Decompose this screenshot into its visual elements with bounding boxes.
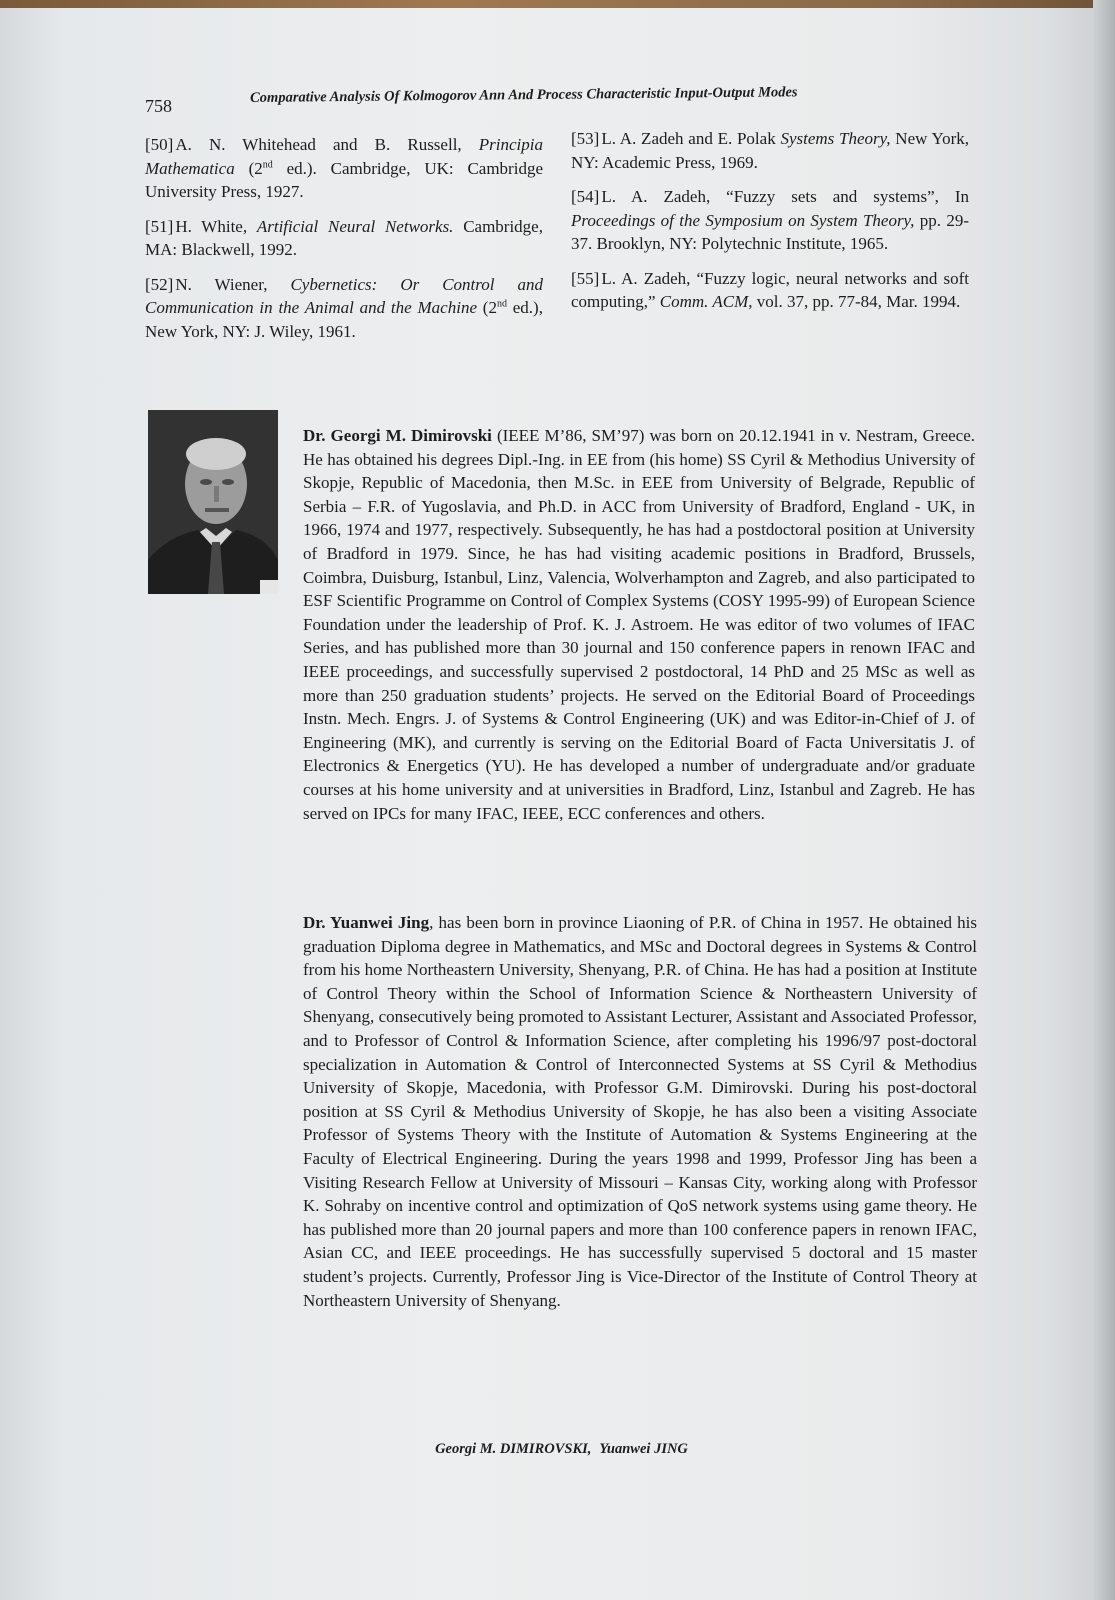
page-header xyxy=(145,84,965,116)
reference-51: [51] H. White, Artificial Neural Networks. Cambridge, MA: Blackwell, 1992. xyxy=(145,216,543,259)
biography-jing: Dr. Yuanwei Jing, has been born in province Liaoning of P.R. of China in 1957. He obtained his graduation Diploma degree in Mathematics, and MSc and Doctoral degrees in Systems & Control from his home Northeastern University, Shenyang, P.R. of China. He has had a position at Institute of Control Theory within the School of Information Science & Northeastern University of Shenyang, consecutively being promoted to Assistant Lecturer, Assistant and Associated Professor, and to Professor of Control & Information Science, after completing his 1996/97 post-doctoral specialization in Automation & Control of Interconnected Systems at SS Cyril & Methodius University of Skopje, Macedonia, with Professor G.M. Dimirovski. During his post-doctoral position at SS Cyril & Methodius University of Skopje, he has also been a visiting Associate Professor of Systems Theory with the Institute of Automation & Systems Engineering at the Faculty of Electrical Engineering. During the years 1998 and 1999, Professor Jing has been a Visiting Research Fellow at University of Missouri – Kansas City, working along with Professor K. Sohraby on incentive control and optimization of QoS network systems using game theory. He has published more than 20 journal papers and more than 100 conference papers in renown IFAC, Asian CC, and IEEE proceedings. He has successfully supervised 5 doctoral and 15 master student’s projects. Currently, Professor Jing is Vice-Director of the Institute of Control Theory at Northeastern University of Shenyang. xyxy=(303,913,978,1310)
portrait-image xyxy=(148,410,278,594)
page-footer xyxy=(0,1441,1115,1458)
footer-author-1: Georgi M. DIMIROVSKI, xyxy=(435,1441,592,1457)
page-number: 758 xyxy=(145,96,172,116)
book-edge xyxy=(1093,0,1115,1600)
reference-53: [53] L. A. Zadeh and E. Polak Systems Theory, New York, NY: Academic Press, 1969. xyxy=(571,129,969,172)
running-title: Comparative Analysis Of Kolmogorov Ann And Process Characteristic Input-Output Modes xyxy=(250,84,798,106)
reference-54: [54] L. A. Zadeh, “Fuzzy sets and systems”, In Proceedings of the Symposium on System Theory, pp. 29-37. Brooklyn, NY: Polytechnic Institute, 1965. xyxy=(571,187,969,253)
references-left-column xyxy=(145,133,543,354)
references-right-column xyxy=(571,127,969,325)
author-photo xyxy=(148,410,278,594)
reference-52: [52] N. Wiener, Cybernetics: Or Control and Communication in the Animal and the Machine (2nd ed.), New York, NY: J. Wiley, 1961. xyxy=(145,274,543,341)
table-edge xyxy=(0,0,1115,8)
biography-dimirovski: Dr. Georgi M. Dimirovski (IEEE M’86, SM’97) was born on 20.12.1941 in v. Nestram, Greece. He has obtained his degrees Dipl.-Ing. in EE from (his home) SS Cyril & Methodius University of Skopje, Republic of Macedonia, then M.Sc. in EEE from University of Belgrade, Republic of Serbia – F.R. of Yugoslavia, and Ph.D. in ACC from University of Bradford, England - UK, in 1966, 1974 and 1977, respectively. Subsequently, he has had a postdoctoral position at University of Bradford in 1979. Since, he has had visiting academic positions in Bradford, Brussels, Coimbra, Duisburg, Istanbul, Linz, Valencia, Wolverhampton and Zagreb, and also participated to ESF Scientific Programme on Control of Complex Systems (COSY 1995-99) of European Science Foundation under the leadership of Prof. K. J. Astroem. He was editor of two volumes of IFAC Series, and has published more than 30 journal and 150 conference papers in renown IFAC and IEEE proceedings, and successfully supervised 2 postdoctoral, 14 PhD and 25 MSc as well as more than 250 graduation students’ projects. He served on the Editorial Board of Proceedings Instn. Mech. Engrs. J. of Systems & Control Engineering (UK) and was Editor-in-Chief of J. of Engineering (MK), and currently is serving on the Editorial Board of Facta Universitatis J. of Electronics & Energetics (YU). He has developed a number of undergraduate and/or graduate courses at his home university and at universities in Bradford, Linz, Istanbul and Zagreb. He has served on IPCs for many IFAC, IEEE, ECC conferences and others. xyxy=(303,426,975,823)
reference-50: [50] A. N. Whitehead and B. Russell, Principia Mathematica (2nd ed.). Cambridge, UK: Cambridge University Press, 1927. xyxy=(145,135,543,201)
footer-author-2: Yuanwei JING xyxy=(599,1441,688,1457)
reference-55: [55] L. A. Zadeh, “Fuzzy logic, neural networks and soft computing,” Comm. ACM, vol. 37, pp. 77-84, Mar. 1994. xyxy=(571,268,969,311)
